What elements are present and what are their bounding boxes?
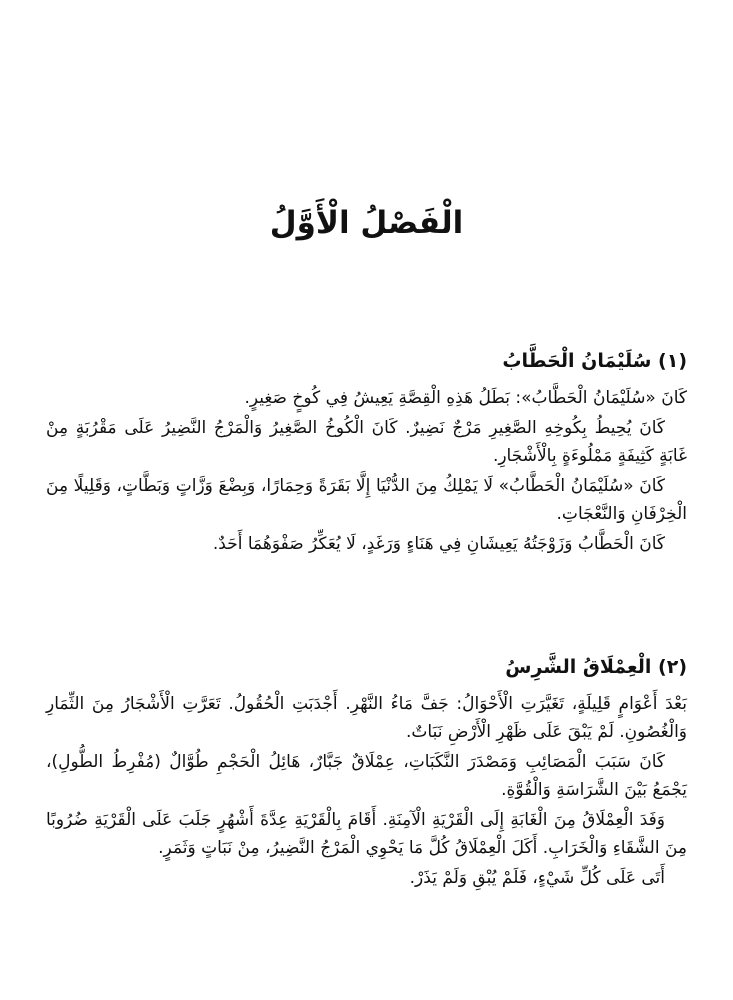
paragraph: كَانَ الْحَطَّابُ وَزَوْجَتُهُ يَعِيشَانِ فِي هَنَاءٍ وَرَغَدٍ، لَا يُعَكِّرُ صَفْوَهُمَا أَحَدٌ. bbox=[212, 534, 665, 554]
paragraph: كَانَ «سُلَيْمَانُ الْحَطَّابُ»: بَطَلُ هَذِهِ الْقِصَّةِ يَعِيشُ فِي كُوخٍ صَغِيرٍ. bbox=[244, 388, 687, 408]
section-heading: (٢) الْعِمْلَاقُ الشَّرِسُ bbox=[505, 656, 687, 678]
chapter-title: الْفَصْلُ الْأَوَّلُ bbox=[269, 205, 464, 241]
paragraph: كَانَ يُحِيطُ بِكُوخِهِ الصَّغِيرِ مَرْجٌ نَضِيرٌ. كَانَ الْكُوخُ الصَّغِيرُ وَالْمَرْجُ النَّضِيرُ عَلَى مَقْرُبَةٍ مِنْ غَابَةٍ كَثِيفَةٍ مَمْلُوءَةٍ بِالْأَشْجَارِ. bbox=[46, 418, 687, 466]
section-giant bbox=[46, 650, 687, 894]
paragraph: كَانَ سَبَبَ الْمَصَائِبِ وَمَصْدَرَ النَّكَبَاتِ، عِمْلَاقٌ جَبَّارٌ، هَائِلُ الْحَجْمِ طُوَّالٌ (مُفْرِطُ الطُّولِ)، يَجْمَعُ بَيْنَ الشَّرَاسَةِ وَالْقُوَّةِ. bbox=[46, 752, 687, 800]
paragraph: أَتَى عَلَى كُلِّ شَيْءٍ، فَلَمْ يُبْقِ وَلَمْ يَذَرْ. bbox=[409, 868, 665, 888]
paragraph: بَعْدَ أَعْوَامٍ قَلِيلَةٍ، تَغَيَّرَتِ الْأَحْوَالُ: جَفَّ مَاءُ النَّهْرِ. أَجْدَبَتِ الْحُقُولُ. تَعَرَّتِ الْأَشْجَارُ مِنَ الثِّمَارِ وَالْغُصُونِ. لَمْ يَبْقَ عَلَى ظَهْرِ الْأَرْضِ نَبَاتٌ. bbox=[46, 694, 687, 742]
paragraph: وَفَدَ الْعِمْلَاقُ مِنَ الْغَابَةِ إِلَى الْقَرْيَةِ الْآمِنَةِ. أَقَامَ بِالْقَرْيَةِ عِدَّةَ أَشْهُرٍ جَلَبَ عَلَى الْقَرْيَةِ ضُرُوبًا مِنَ الشَّقَاءِ وَالْخَرَابِ. أَكَلَ الْعِمْلَاقُ كُلَّ مَا يَحْوِي الْمَرْجُ النَّضِيرُ، مِنْ نَبَاتٍ وَثَمَرٍ. bbox=[46, 810, 687, 858]
paragraph: كَانَ «سُلَيْمَانُ الْحَطَّابُ» لَا يَمْلِكُ مِنَ الدُّنْيَا إِلَّا بَقَرَةً وَحِمَارًا، وَبِضْعَ وَزَّاتٍ وَبَطَّاتٍ، وَقَلِيلًا مِنَ الْخِرْفَانِ وَالنَّعْجَاتِ. bbox=[46, 476, 687, 524]
section-heading: (١) سُلَيْمَانُ الْحَطَّابُ bbox=[502, 350, 687, 372]
section-sulayman bbox=[46, 344, 687, 560]
